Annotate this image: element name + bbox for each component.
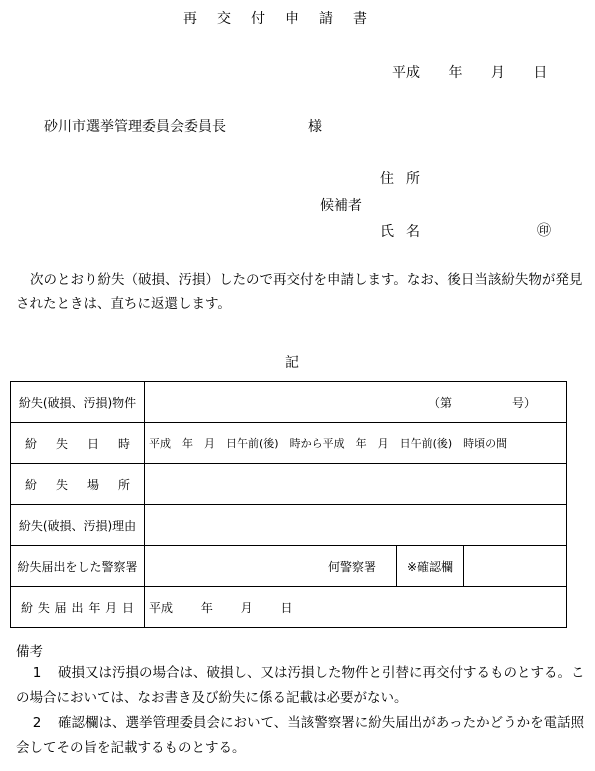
- police-station-label: 紛失届出をした警察署: [11, 546, 145, 587]
- table-row: [11, 505, 567, 546]
- addressee-suffix: 様: [308, 119, 322, 135]
- addressee: 砂川市選挙管理委員会委員長: [44, 119, 226, 135]
- seal-mark: ㊞: [537, 223, 551, 239]
- candidate-label: 候補者: [320, 198, 362, 214]
- report-date-label: 紛失届出年月日: [21, 600, 134, 615]
- note-1: [16, 661, 588, 711]
- address-label: 住所: [380, 171, 432, 187]
- report-date-value: 平成 年 月 日: [145, 587, 567, 628]
- date-line: 平成 年 月 日: [392, 65, 548, 81]
- note-number: 2: [32, 715, 42, 731]
- lost-reason-value: [145, 505, 567, 546]
- table-row: [11, 587, 567, 628]
- confirm-label: ※確認欄: [396, 546, 464, 586]
- lost-reason-label: 紛失(破損、汚損)理由: [11, 505, 145, 546]
- table-row: [11, 464, 567, 505]
- lost-item-label: 紛失(破損、汚損)物件: [11, 382, 145, 423]
- note-number: 1: [32, 665, 42, 681]
- ki-heading: 記: [285, 355, 299, 371]
- body-text: 次のとおり紛失（破損、汚損）したので再交付を申請します。なお、後日当該紛失物が発見されたときは、直ちに返還します。: [16, 272, 583, 312]
- note-text: 確認欄は、選挙管理委員会において、当該警察署に紛失届出があったかどうかを電話照会してその旨を記載するものとする。: [16, 715, 585, 756]
- notes-title: 備考: [16, 644, 43, 660]
- lost-place-label: 紛失場所: [25, 477, 130, 492]
- table-row: [11, 546, 567, 587]
- page-title: 再交付申請書: [183, 11, 387, 27]
- name-label: 氏名: [380, 224, 432, 240]
- table-row: [11, 423, 567, 464]
- police-station-value: 何警察署: [327, 559, 376, 574]
- note-2: [16, 711, 588, 761]
- lost-item-value: （第 号）: [145, 382, 567, 423]
- note-text: 破損又は汚損の場合は、破損し、又は汚損した物件と引替に再交付するものとする。この場合においては、なお書き及び紛失に係る記載は必要がない。: [16, 665, 585, 706]
- lost-place-value: [145, 464, 567, 505]
- lost-datetime-value: 平成 年 月 日午前(後) 時から平成 年 月 日午前(後) 時頃の間: [145, 423, 567, 464]
- confirm-field: [464, 546, 566, 586]
- record-table: [10, 381, 567, 628]
- table-row: [11, 382, 567, 423]
- lost-datetime-label: 紛失日時: [25, 436, 130, 451]
